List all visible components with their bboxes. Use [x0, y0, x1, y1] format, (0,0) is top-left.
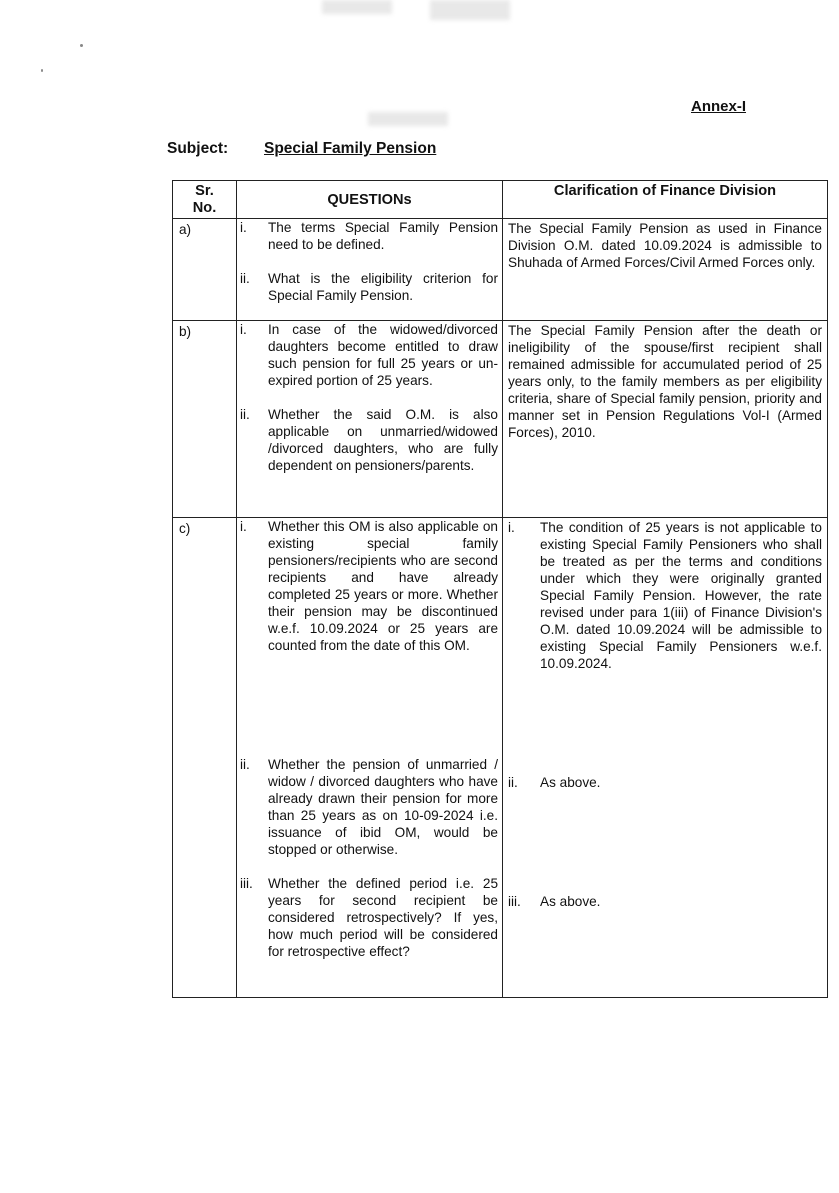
question-item	[237, 321, 502, 389]
question-number: ii.	[240, 757, 250, 772]
question-text: The terms Special Family Pension need to be defined.	[268, 220, 498, 252]
row-answer	[503, 219, 828, 321]
question-item	[237, 518, 502, 756]
scan-smudge	[368, 112, 448, 126]
table-row	[173, 219, 828, 321]
answer-item	[508, 893, 822, 910]
question-item	[237, 875, 502, 960]
row-sr-number: a)	[173, 219, 237, 321]
row-questions	[237, 518, 503, 998]
table-row	[173, 321, 828, 518]
question-number: i.	[240, 322, 247, 337]
header-sr-line1: Sr.	[195, 183, 214, 199]
question-text: What is the eligibility criterion for Special Family Pension.	[268, 271, 498, 303]
question-text: Whether the said O.M. is also applicable on unmarried/widowed /divorced daughters, who are fully dependent on pensioners/parents.	[268, 407, 498, 473]
question-item	[237, 406, 502, 474]
row-answer	[503, 518, 828, 998]
answer-text: The condition of 25 years is not applicable to existing Special Family Pensioners who shall be treated as per the terms and conditions under which they were originally granted Special Family Pension. However, the rate revised under para 1(iii) of Finance Division's O.M. dated 10.09.2024 will be admissible to existing Special Family Pensioners w.e.f. 10.09.2024.	[540, 520, 822, 671]
scan-smudge	[322, 0, 392, 14]
answer-text: As above.	[540, 894, 601, 909]
question-number: i.	[240, 519, 247, 534]
clarification-table	[172, 180, 828, 998]
row-sr-number: b)	[173, 321, 237, 518]
answer-item	[508, 774, 822, 893]
table-row	[173, 518, 828, 998]
answer-number: iii.	[508, 894, 521, 909]
question-item	[237, 219, 502, 253]
question-number: ii.	[240, 271, 250, 286]
header-sr-no	[173, 181, 237, 219]
question-item	[237, 756, 502, 875]
scan-speck	[41, 69, 43, 72]
answer-item	[508, 519, 822, 774]
row-questions	[237, 219, 503, 321]
answer-text: As above.	[540, 775, 601, 790]
question-item	[237, 270, 502, 304]
row-questions	[237, 321, 503, 518]
table-header-row	[173, 181, 828, 219]
question-text: Whether the defined period i.e. 25 years for second recipient be considered retrospectively? If yes, how much period will be considered for retrospective effect?	[268, 876, 498, 959]
question-number: i.	[240, 220, 247, 235]
question-number: iii.	[240, 876, 253, 891]
subject-label: Subject:	[167, 140, 229, 157]
answer-text: The Special Family Pension after the death or ineligibility of the spouse/first recipient shall remained admissible for accumulated period of 25 years only, to the family members as per eligibility criteria, share of Special family pension, priority and manner set in Pension Regulations Vol-I (Armed Forces), 2010.	[508, 323, 822, 440]
scan-speck	[80, 44, 83, 47]
answer-number: ii.	[508, 775, 518, 790]
header-questions: QUESTIONs	[237, 181, 503, 219]
question-number: ii.	[240, 407, 250, 422]
row-sr-number: c)	[173, 518, 237, 998]
question-text: Whether the pension of unmarried / widow / divorced daughters who have already drawn their pension for more than 25 years as on 10-09-2024 i.e. issuance of ibid OM, would be stopped or otherwise.	[268, 757, 498, 857]
row-answer	[503, 321, 828, 518]
question-text: In case of the widowed/divorced daughters become entitled to draw such pension for full 25 years or un-expired portion of 25 years.	[268, 322, 498, 388]
annex-label: Annex-I	[691, 98, 747, 115]
subject-title: Special Family Pension	[264, 140, 437, 157]
scan-smudge	[430, 0, 510, 20]
header-clarification: Clarification of Finance Division	[503, 181, 828, 219]
question-text: Whether this OM is also applicable on existing special family pensioners/recipients who are second recipients and have already completed 25 years or more. Whether their pension may be discontinued w.e.f. 10.09.2024 or 25 years are counted from the date of this OM.	[268, 519, 498, 653]
header-sr-line2: No.	[192, 200, 217, 216]
answer-number: i.	[508, 520, 515, 535]
answer-text: The Special Family Pension as used in Finance Division O.M. dated 10.09.2024 is admissible to Shuhada of Armed Forces/Civil Armed Forces only.	[508, 221, 822, 270]
